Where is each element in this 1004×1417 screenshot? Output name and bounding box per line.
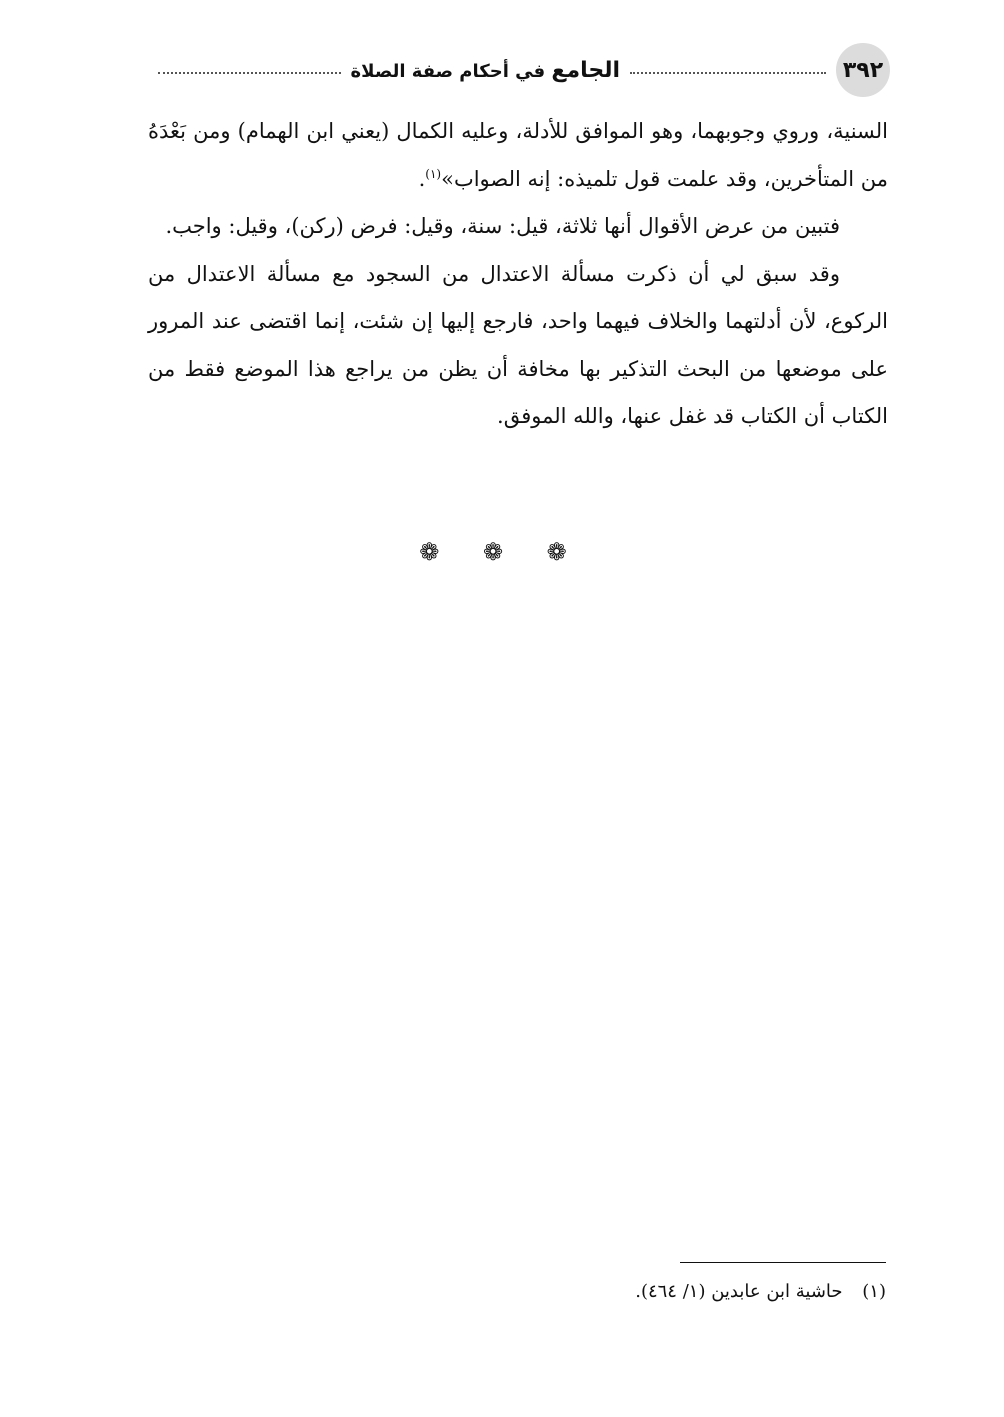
paragraph-continuation [148, 108, 888, 203]
page-number-badge: ٣٩٢ [836, 43, 890, 97]
main-text [148, 108, 888, 441]
paragraph-summary: فتبين من عرض الأقوال أنها ثلاثة، قيل: سنة، وقيل: فرض (ركن)، وقيل: واجب. [165, 214, 840, 238]
paragraph-cross-reference: وقد سبق لي أن ذكرت مسألة الاعتدال من السجود مع مسألة الاعتدال من الركوع، لأن أدلتهما والخلاف فيهما واحد، فارجع إليها إن شئت، إنما اقتضى عند المرور على موضعها من البحث التذكير بها مخافة أن يظن من يراجع هذا الموضع فقط من الكتاب أن الكتاب قد غفل عنها، والله الموفق. [148, 261, 888, 428]
book-title-rest: في أحكام صفة الصلاة [350, 60, 546, 82]
book-title [351, 58, 620, 83]
footnote [560, 1278, 886, 1306]
section-ornament: ❁ ❁ ❁ [419, 538, 585, 566]
footnote-reference: (١) [425, 166, 442, 181]
footnote-number: (١) [862, 1281, 886, 1302]
header-dotted-leader-left [158, 72, 341, 74]
header-dotted-leader-right [630, 72, 826, 74]
running-header [148, 44, 890, 96]
paragraph-1-end: . [418, 166, 426, 191]
paragraph-1-text: السنية، وروي وجوبهما، وهو الموافق للأدلة، وعليه الكمال (يعني ابن الهمام) ومن بَعْدَهُ من المتأخرين، وقد علمت قول تلميذه: إنه الصواب» [148, 119, 888, 191]
footnote-separator-line [680, 1262, 886, 1263]
book-title-main: الجامع [551, 57, 620, 83]
footnote-text: حاشية ابن عابدين (١/ ٤٦٤). [635, 1281, 843, 1302]
